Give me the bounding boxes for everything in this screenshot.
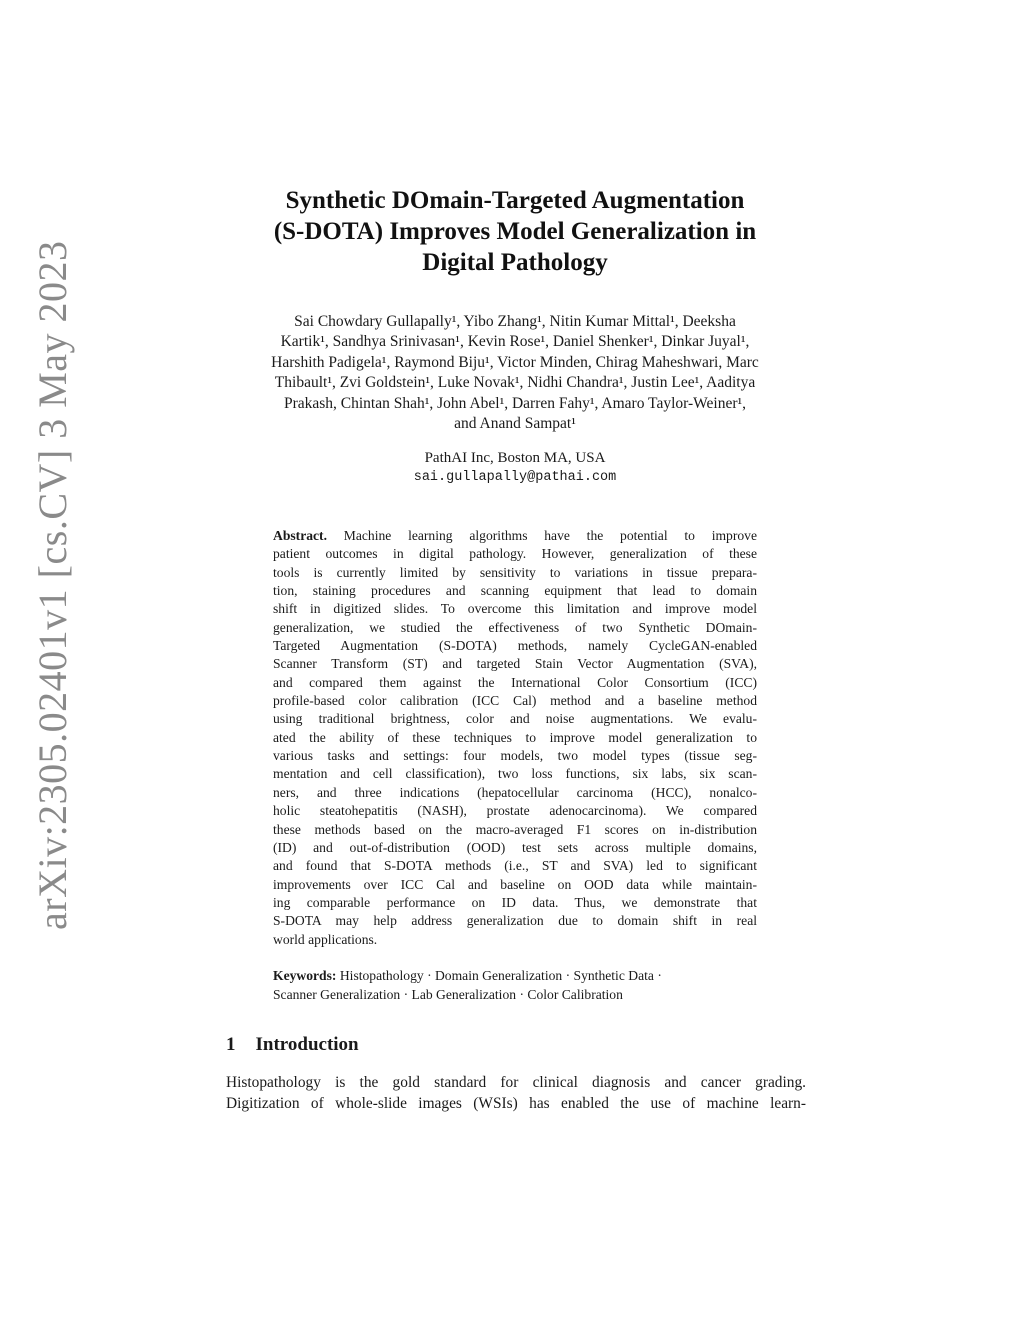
- title-line: Digital Pathology: [422, 249, 608, 276]
- author-list: [216, 312, 814, 434]
- abstract-line: these methods based on the macro-averaged F1 scores on in-distribution: [273, 821, 757, 837]
- author-email[interactable]: sai.gullapally@pathai.com: [413, 470, 617, 485]
- abstract-line: mentation and cell classification), two loss functions, six labs, six scan-: [273, 766, 757, 782]
- body-line: Digitization of whole-slide images (WSIs) has enabled the use of machine learn-: [226, 1095, 806, 1112]
- author-line: Harshith Padigela¹, Raymond Biju¹, Victor Minden, Chirag Maheshwari, Marc: [271, 353, 759, 371]
- abstract-line: shift in digitized slides. To overcome this limitation and improve model: [273, 601, 757, 617]
- body-paragraph: [226, 1072, 806, 1114]
- abstract-line: ing comparable performance on ID data. Thus, we demonstrate that: [273, 894, 757, 910]
- keywords-label: Keywords:: [273, 968, 337, 983]
- abstract-line: profile-based color calibration (ICC Cal) method and a baseline method: [273, 693, 757, 709]
- author-line: Sai Chowdary Gullapally¹, Yibo Zhang¹, Nitin Kumar Mittal¹, Deeksha: [294, 313, 736, 330]
- title-line: Synthetic DOmain-Targeted Augmentation: [285, 187, 745, 214]
- paper-title: [226, 185, 804, 278]
- abstract: [273, 527, 757, 949]
- affiliation-block: [226, 449, 804, 487]
- abstract-line: Scanner Transform (ST) and targeted Stain Vector Augmentation (SVA),: [273, 656, 757, 672]
- keywords-line: Keywords: Histopathology · Domain Generalization · Synthetic Data ·: [273, 968, 662, 983]
- abstract-line: Targeted Augmentation (S-DOTA) methods, namely CycleGAN-enabled: [273, 638, 757, 654]
- title-line: (S-DOTA) Improves Model Generalization in: [273, 218, 757, 245]
- abstract-line: ated the ability of these techniques to improve model generalization to: [273, 729, 757, 745]
- abstract-line: holic steatohepatitis (NASH), prostate adenocarcinoma). We compared: [273, 803, 757, 819]
- abstract-line: improvements over ICC Cal and baseline on OOD data while maintain-: [273, 876, 757, 892]
- keywords-line: Scanner Generalization · Lab Generalization · Color Calibration: [273, 987, 623, 1002]
- body-line: Histopathology is the gold standard for clinical diagnosis and cancer grading.: [226, 1074, 806, 1091]
- section-title: Introduction: [255, 1034, 359, 1055]
- abstract-line: using traditional brightness, color and noise augmentations. We evalu-: [273, 711, 757, 727]
- author-line: Kartik¹, Sandhya Srinivasan¹, Kevin Rose¹, Daniel Shenker¹, Dinkar Juyal¹,: [280, 333, 750, 351]
- section-number: 1: [226, 1034, 236, 1055]
- abstract-line: tools is currently limited by sensitivity to variations in tissue prepara-: [273, 564, 757, 580]
- abstract-line: various tasks and settings: four models, two model types (tissue seg-: [273, 748, 757, 764]
- section-heading: [226, 1034, 359, 1056]
- abstract-line: patient outcomes in digital pathology. However, generalization of these: [273, 546, 757, 562]
- abstract-line: S-DOTA may help address generalization due to domain shift in real: [273, 913, 757, 929]
- abstract-line: and compared them against the International Color Consortium (ICC): [273, 674, 757, 690]
- affiliation: PathAI Inc, Boston MA, USA: [424, 450, 606, 466]
- abstract-line: ners, and three indications (hepatocellular carcinoma (HCC), nonalco-: [273, 784, 757, 800]
- keywords: [273, 966, 757, 1004]
- author-line: and Anand Sampat¹: [454, 415, 576, 433]
- abstract-line: generalization, we studied the effectiveness of two Synthetic DOmain-: [273, 619, 757, 635]
- abstract-line: Abstract. Machine learning algorithms have the potential to improve: [273, 528, 757, 543]
- abstract-line: and found that S-DOTA methods (i.e., ST and SVA) led to significant: [273, 858, 757, 874]
- abstract-label: Abstract.: [273, 528, 327, 543]
- author-line: Thibault¹, Zvi Goldstein¹, Luke Novak¹, Nidhi Chandra¹, Justin Lee¹, Aaditya: [274, 374, 756, 392]
- arxiv-identifier: arXiv:2305.02401v1 [cs.CV] 3 May 2023: [30, 240, 75, 930]
- abstract-line: (ID) and out-of-distribution (OOD) test sets across multiple domains,: [273, 839, 757, 855]
- abstract-line: world applications.: [273, 931, 378, 947]
- abstract-line: tion, staining procedures and scanning equipment that lead to domain: [273, 583, 757, 599]
- author-line: Prakash, Chintan Shah¹, John Abel¹, Darren Fahy¹, Amaro Taylor-Weiner¹,: [283, 394, 747, 412]
